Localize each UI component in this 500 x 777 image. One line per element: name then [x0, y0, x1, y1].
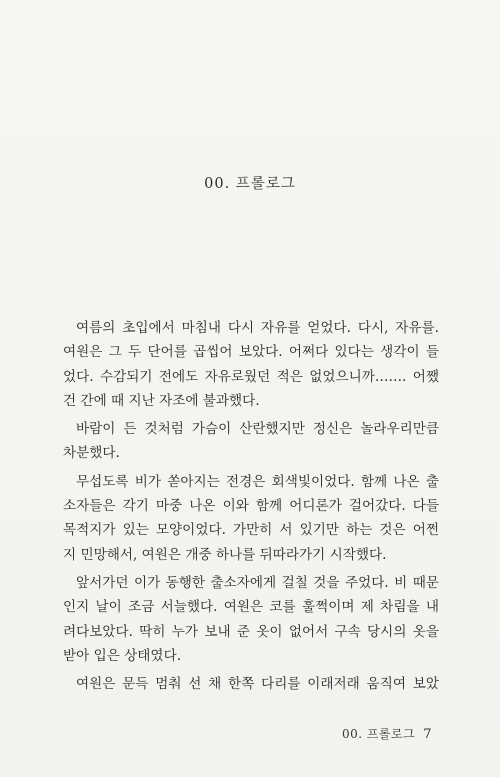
text-line: 여원은 문득 멈춰 선 채 한쪽 다리를 이래저래 움직여 보았: [76, 676, 439, 693]
chapter-title: 00. 프롤로그: [204, 176, 296, 192]
body-text: [63, 316, 439, 700]
text-line: 무섭도록 비가 쏟아지는 전경은 회색빛이었다. 함께 나온 출: [76, 473, 439, 490]
text-line: 지 민망해서, 여원은 개중 하나를 뒤따라가기 시작했다.: [63, 546, 387, 563]
page-footer: [342, 725, 432, 742]
text-line: 앞서가던 이가 동행한 출소자에게 걸칠 것을 주었다. 비 때문: [76, 574, 439, 591]
paragraph: [63, 470, 439, 567]
text-line: 소자들은 각기 마중 나온 이와 함께 어디론가 걸어갔다. 다들: [63, 498, 439, 515]
text-line: 었다. 수감되기 전에도 자유로웠던 적은 없었으니까……. 어쨌: [63, 368, 439, 385]
running-head: 00. 프롤로그: [341, 727, 416, 741]
text-line: 려다보았다. 딱히 누가 보내 준 옷이 없어서 구속 당시의 옷을: [63, 623, 439, 640]
paragraph: [63, 672, 439, 696]
paragraph: [63, 417, 439, 466]
paragraph: [63, 571, 439, 668]
text-line: 차분했다.: [63, 445, 120, 462]
text-line: 목적지가 있는 모양이었다. 가만히 서 있기만 하는 것은 어쩐: [63, 522, 439, 539]
text-line: 바람이 든 것처럼 가슴이 산란했지만 정신은 놀라우리만큼: [76, 421, 439, 438]
paragraph: [63, 316, 439, 413]
text-line: 건 간에 때 지난 자조에 불과했다.: [63, 392, 260, 409]
text-line: 받아 입은 상태였다.: [63, 647, 182, 664]
text-line: 인지 날이 조금 서늘했다. 여원은 코를 훌쩍이며 제 차림을 내: [63, 599, 439, 616]
text-line: 여름의 초입에서 마침내 다시 자유를 얻었다. 다시, 자유를.: [76, 320, 439, 336]
page-number: 7: [423, 727, 432, 742]
text-line: 여원은 그 두 단어를 곱씹어 보았다. 어쩌다 있다는 생각이 들: [63, 344, 439, 361]
